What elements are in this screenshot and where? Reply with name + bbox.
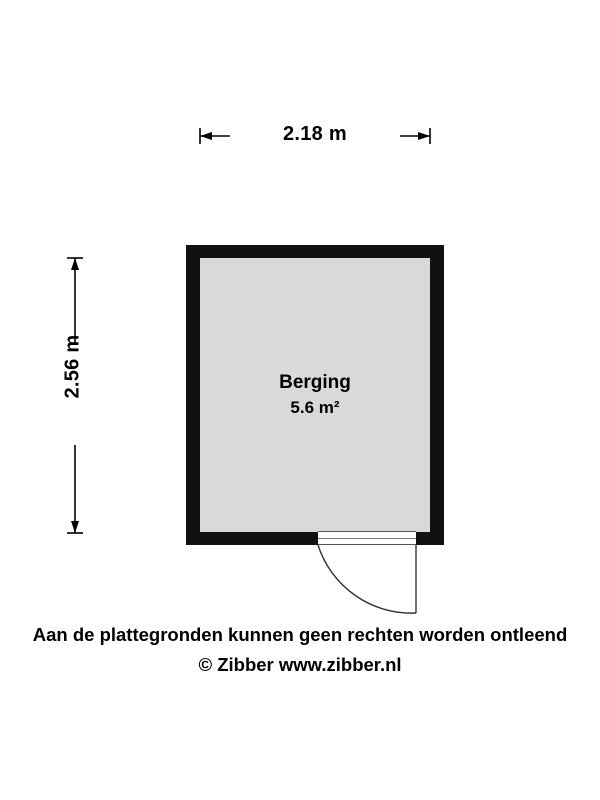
- door-opening: [318, 531, 416, 545]
- height-dimension-label: 2.56 m: [61, 334, 84, 399]
- width-dimension-label: 2.18 m: [282, 123, 348, 145]
- footer: [0, 620, 600, 680]
- footer-copyright: © Zibber www.zibber.nl: [198, 654, 402, 675]
- room-name: Berging: [279, 372, 351, 393]
- room-area: 5.6 m²: [290, 398, 340, 417]
- footer-disclaimer: Aan de plattegronden kunnen geen rechten worden ontleend: [32, 624, 568, 645]
- room-label: [200, 370, 430, 420]
